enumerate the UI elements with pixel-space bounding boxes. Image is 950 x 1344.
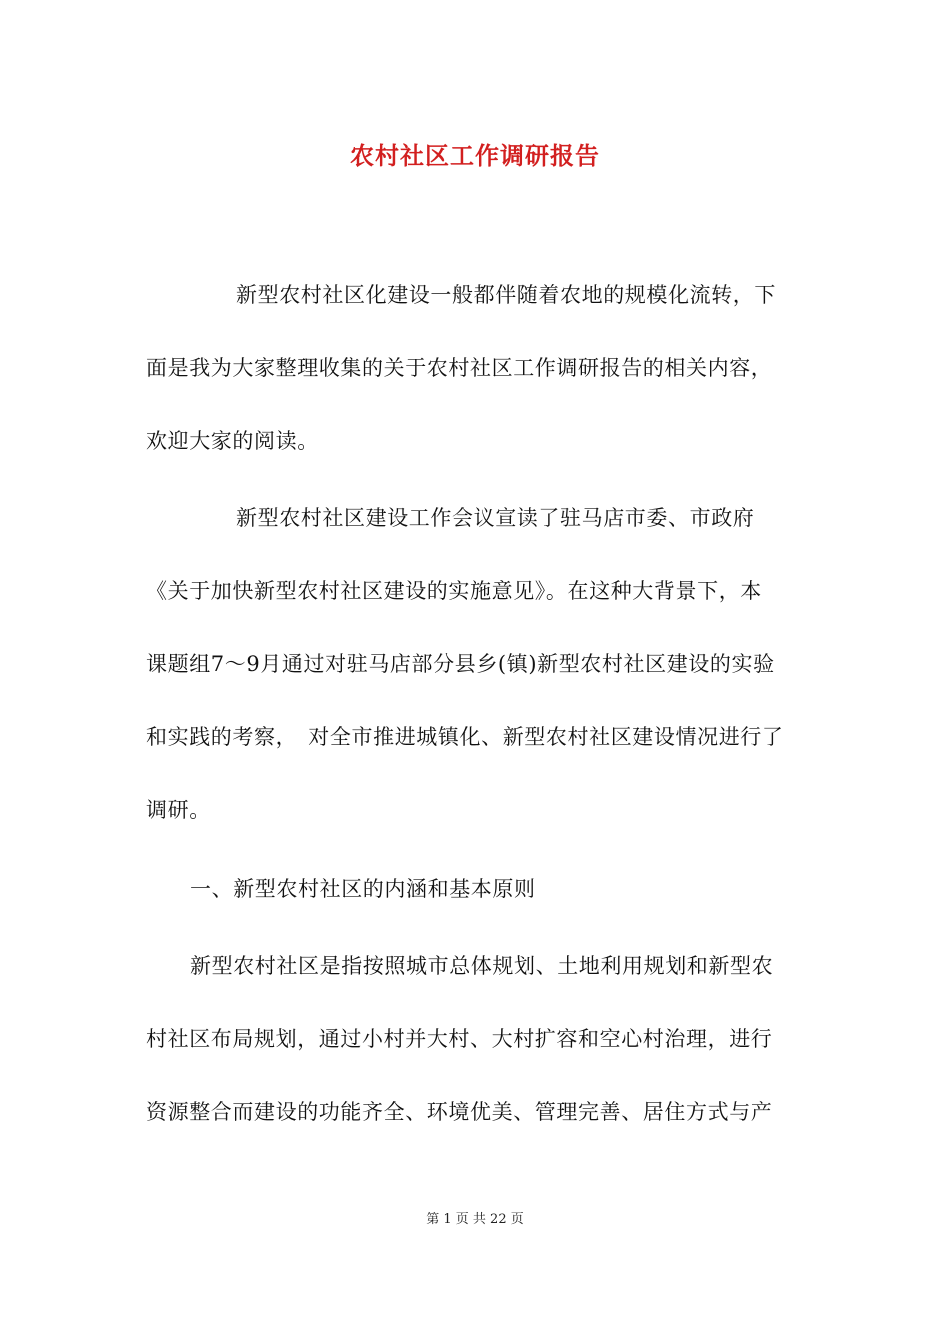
paragraph-line: 新型农村社区化建设一般都伴随着农地的规模化流转，下 [236, 283, 776, 307]
paragraph-line: 资源整合而建设的功能齐全、环境优美、管理完善、居住方式与产 [146, 1100, 773, 1124]
paragraph-line: 课题组7～9月通过对驻马店部分县乡(镇)新型农村社区建设的实验 [146, 652, 775, 676]
paragraph-line: 新型农村社区是指按照城市总体规划、土地利用规划和新型农 [190, 954, 774, 978]
paragraph-line: 调研。 [146, 798, 211, 822]
paragraph-line: 欢迎大家的阅读。 [146, 429, 319, 453]
page-number: 第 1 页 共 22 页 [426, 1212, 524, 1227]
document-title: 农村社区工作调研报告 [350, 141, 600, 170]
paragraph-line: 面是我为大家整理收集的关于农村社区工作调研报告的相关内容， [146, 356, 773, 380]
section-heading: 一、新型农村社区的内涵和基本原则 [190, 877, 536, 901]
paragraph-line: 《关于加快新型农村社区建设的实施意见》。在这种大背景下，本 [146, 579, 762, 603]
paragraph-line: 新型农村社区建设工作会议宣读了驻马店市委、市政府 [236, 506, 755, 530]
paragraph-line: 村社区布局规划，通过小村并大村、大村扩容和空心村治理，进行 [146, 1027, 773, 1051]
paragraph-line: 和实践的考察， 对全市推进城镇化、新型农村社区建设情况进行了 [146, 725, 784, 749]
